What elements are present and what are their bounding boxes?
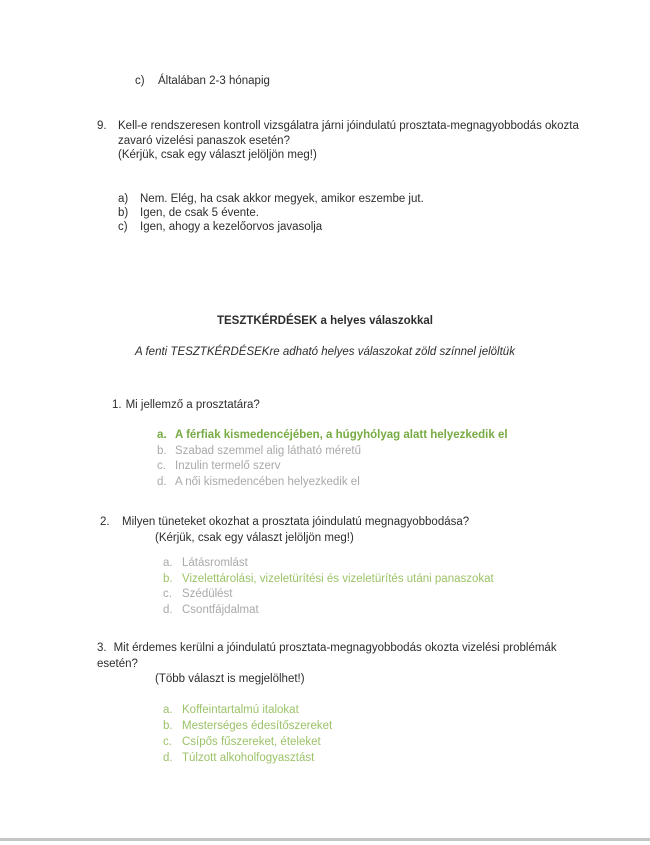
answer-option-b-correct	[163, 572, 494, 588]
option-text: Túlzott alkoholfogyasztást	[182, 751, 315, 764]
option-letter: c.	[157, 460, 166, 473]
option-letter: a)	[118, 193, 129, 205]
option-text: Mesterséges édesítőszereket	[182, 719, 333, 732]
question-9	[97, 119, 608, 163]
test-question-2-options	[163, 556, 494, 618]
answer-option-b	[157, 444, 508, 460]
option-text: Inzulin termelő szerv	[175, 460, 281, 473]
option-letter: b.	[163, 572, 173, 585]
prev-question-option-c	[135, 75, 270, 87]
question-number: 1.	[112, 399, 122, 411]
option-letter: d.	[163, 751, 173, 764]
question-text: Mi jellemző a prosztatára?	[125, 399, 260, 411]
option-text: Általában 2-3 hónapig	[158, 75, 270, 87]
option-text: Koffeintartalmú italokat	[182, 704, 299, 716]
option-text: Vizelettárolási, vizeletürítési és vizeletürítés utáni panaszokat	[182, 572, 494, 585]
answer-option-c-correct	[163, 735, 332, 751]
question-text-paragraph	[97, 641, 579, 672]
option-letter: d.	[163, 603, 173, 616]
page-bottom-divider	[0, 838, 650, 841]
option-letter: b.	[157, 444, 167, 457]
option-letter: b)	[118, 207, 129, 220]
question-hint: (Kérjük, csak egy választ jelöljön meg!)	[155, 531, 354, 544]
question-number: 2.	[100, 516, 110, 528]
test-question-3	[97, 641, 579, 688]
section-subtitle: A fenti TESZTKÉRDÉSEKre adható helyes válaszokat zöld színnel jelöltük	[135, 346, 515, 358]
option-text: Szabad szemmel alig látható méretű	[175, 444, 362, 457]
option-text: Szédülést	[182, 588, 233, 601]
option-a	[118, 192, 424, 206]
option-text: Látásromlást	[182, 557, 248, 569]
option-letter: d.	[157, 475, 167, 488]
option-letter: c)	[118, 221, 128, 234]
option-letter: a.	[157, 429, 167, 441]
option-letter: c.	[163, 588, 172, 601]
test-question-3-options	[163, 703, 332, 767]
question-number: 9.	[97, 120, 107, 132]
answer-option-d	[163, 603, 494, 619]
question-number: 3.	[97, 642, 107, 654]
option-letter: c)	[135, 75, 145, 87]
question-text: Mit érdemes kerülni a jóindulatú prosztata-megnagyobbodás okozta vizelési problémák esetén?	[97, 642, 557, 670]
test-question-2	[100, 515, 612, 546]
option-text: Igen, de csak 5 évente.	[140, 207, 259, 220]
question-body	[122, 515, 612, 546]
question-body	[118, 119, 608, 163]
section-title: TESZTKÉRDÉSEK a helyes válaszokkal	[216, 315, 434, 327]
question-hint: (Kérjük, csak egy választ jelöljön meg!)	[118, 149, 317, 162]
option-text: A női kismedencében helyezkedik el	[175, 475, 360, 488]
question-9-options	[118, 192, 424, 235]
answer-option-a	[163, 556, 494, 572]
option-text: Csípős fűszereket, ételeket	[182, 735, 321, 748]
answer-option-d-correct	[163, 751, 332, 767]
option-text: A férfiak kismedencéjében, a húgyhólyag alatt helyezkedik el	[175, 429, 508, 441]
option-c	[118, 220, 424, 234]
option-text: Nem. Elég, ha csak akkor megyek, amikor eszembe jut.	[140, 193, 424, 205]
question-hint: (Több választ is megjelölhet!)	[155, 673, 305, 685]
answer-option-a-correct	[163, 703, 332, 719]
test-question-1	[112, 399, 260, 411]
question-text: Kell-e rendszeresen kontroll vizsgálatra járni jóindulatú prosztata-megnagyobbodás okozta zavaró vizelési panaszok esetén?	[118, 120, 579, 147]
answer-option-c	[163, 587, 494, 603]
option-letter: c.	[163, 735, 172, 748]
answer-option-b-correct	[163, 719, 332, 735]
option-letter: a.	[163, 704, 173, 716]
test-question-1-options	[157, 428, 508, 490]
answer-option-c	[157, 459, 508, 475]
answer-option-a-correct	[157, 428, 508, 444]
question-text: Milyen tüneteket okozhat a prosztata jóindulatú megnagyobbodása?	[122, 516, 470, 528]
answer-option-d	[157, 475, 508, 491]
option-letter: b.	[163, 719, 173, 732]
option-text: Csontfájdalmat	[182, 603, 259, 616]
option-letter: a.	[163, 557, 173, 569]
option-b	[118, 206, 424, 220]
option-text: Igen, ahogy a kezelőorvos javasolja	[140, 221, 323, 234]
